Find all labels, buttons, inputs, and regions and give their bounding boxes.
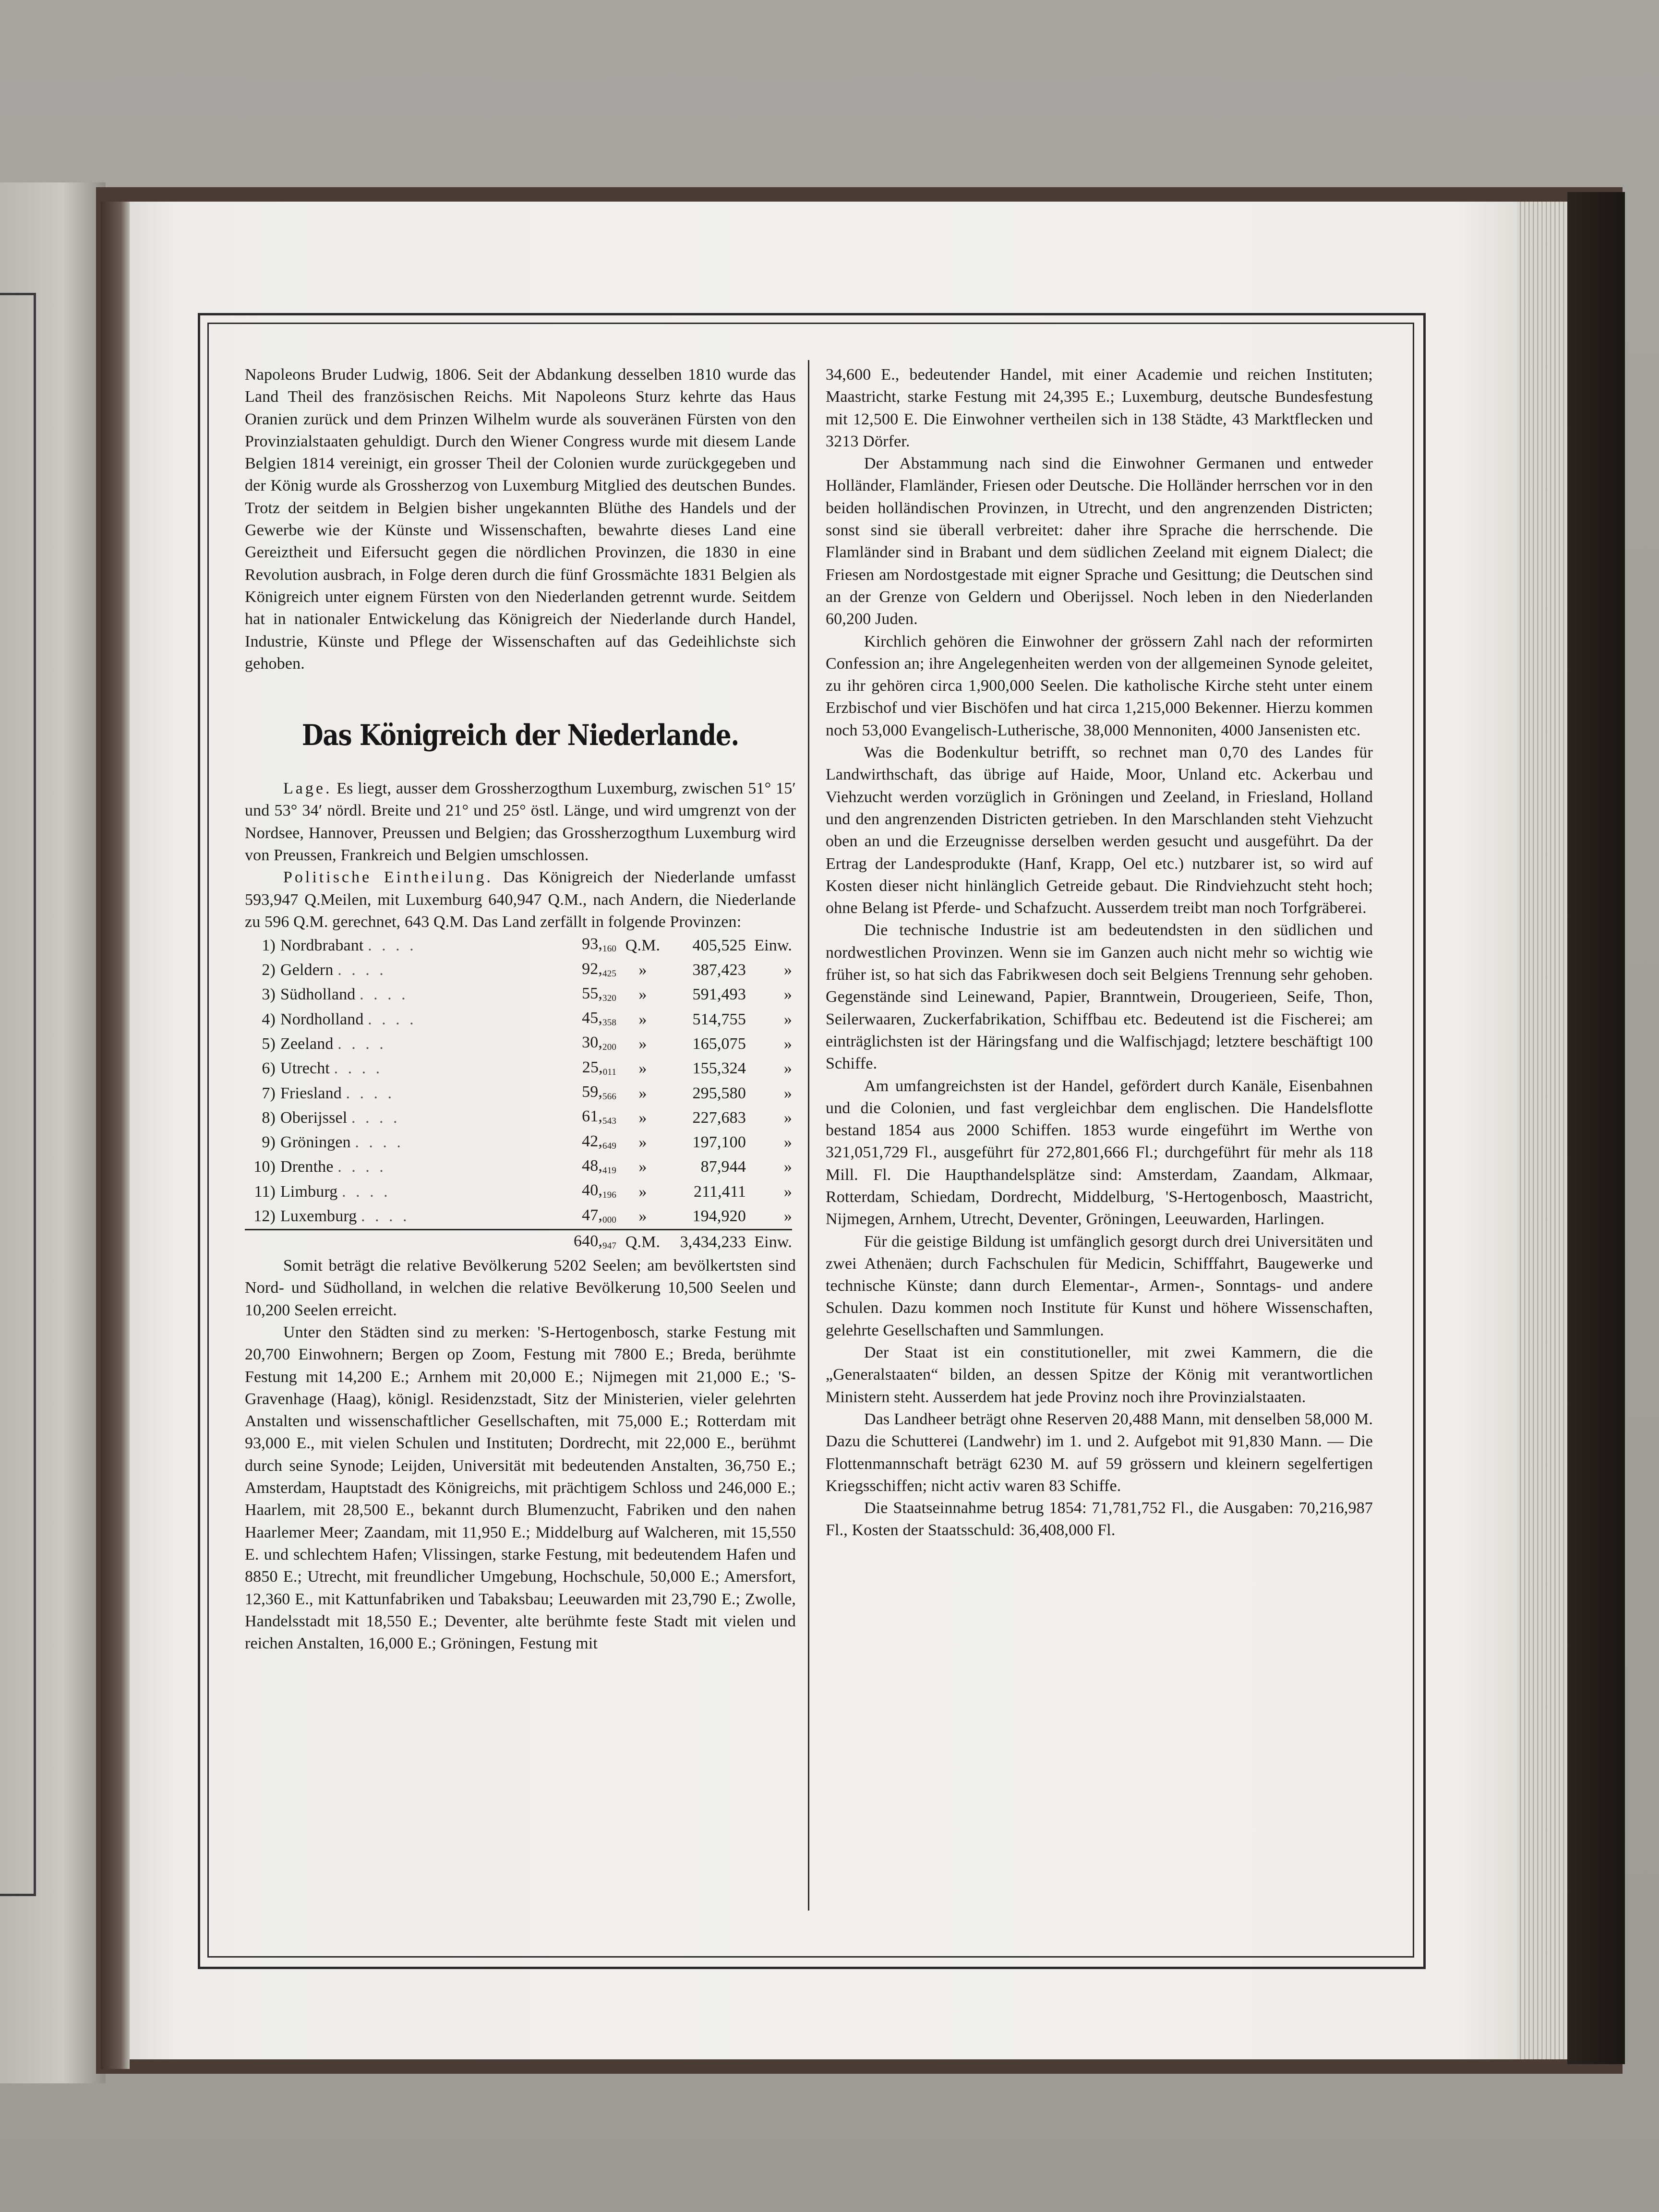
province-suffix: »	[783, 961, 792, 979]
province-number: 2)	[262, 961, 276, 979]
province-name-cell	[280, 1204, 520, 1230]
province-number: 1)	[262, 936, 276, 954]
province-suffix: »	[783, 1207, 792, 1225]
province-name: Nordbrabant	[280, 936, 364, 954]
landheer-paragraph: Das Landheer beträgt ohne Reserven 20,488 Mann, mit denselben 58,000 M. Dazu die Schutterei (Landwehr) im 1. und 2. Aufgebot mit 91,830 Mann. — Die Flottenmannschaft beträgt 6230 M. auf 59 grössern und kleinern segelfertigen Kriegsschiffen; nicht activ waren 83 Schiffe.	[826, 1410, 1373, 1495]
province-row	[245, 1179, 792, 1204]
province-row	[245, 1032, 792, 1056]
province-name: Luxemburg	[280, 1207, 357, 1225]
province-name-cell	[280, 958, 520, 983]
province-area: 59,566	[582, 1083, 616, 1102]
province-population: 591,493	[692, 986, 746, 1004]
province-area: 47,000	[582, 1206, 616, 1225]
province-area: 40,196	[582, 1181, 616, 1201]
leader-dots: . . . .	[361, 1207, 410, 1225]
province-population: 87,944	[700, 1158, 746, 1176]
province-unit: »	[638, 1158, 647, 1176]
province-name-cell	[280, 983, 520, 1007]
bodenkultur-paragraph: Was die Bodenkultur betrifft, so rechnet man 0,70 des Landes für Landwirthschaft, das übrige auf Haide, Moor, Unland etc. Ackerbau und Viehzucht werden vorzüglich in Gröningen und Zeeland, in Friesland, Holland und den angrenzenden Districten getrieben. In den Marschlanden steht Viehzucht oben an und die Erzeugnisse derselben werden gesucht und ausgeführt. Da der Ertrag der Landesprodukte (Hanf, Krapp, Oel etc.) nutzbarer ist, so wird auf Kosten dieser nicht hinlänglich Getreide gebaut. Die Rindviehzucht steht hoch; ohne Belang ist Pferde- und Schafzucht. Ausserdem treibt man noch Torfgräberei.	[826, 744, 1373, 917]
continuation-paragraph: 34,600 E., bedeutender Handel, mit einer Academie und reichen Instituten; Maastricht, starke Festung mit 24,395 E.; Luxemburg, deutsche Bundesfestung mit 12,500 E. Die Einwohner vertheilen sich in 138 Städte, 43 Marktflecken und 3213 Dörfer.	[826, 366, 1373, 450]
leader-dots: . . . .	[337, 961, 386, 979]
province-area: 48,419	[582, 1156, 616, 1176]
province-name: Limburg	[280, 1182, 338, 1201]
province-suffix: »	[783, 1034, 792, 1053]
province-row	[245, 933, 792, 958]
bevoelkerung-paragraph: Somit beträgt die relative Bevölkerung 5202 Seelen; am bevölkertsten sind Nord- und Südholland, in welchen die relative Bevölkerung 10,500 Seelen und 10,200 Seelen erreicht.	[245, 1257, 796, 1319]
province-area: 55,320	[582, 984, 616, 1003]
province-unit: »	[638, 1059, 647, 1078]
leader-dots: . . . .	[368, 936, 417, 954]
province-unit: »	[638, 1133, 647, 1152]
provinces-table	[245, 933, 792, 1255]
lage-term: Lage.	[283, 780, 332, 798]
province-number: 8)	[262, 1108, 276, 1127]
province-area: 45,358	[582, 1009, 616, 1028]
province-name-cell	[280, 1130, 520, 1155]
politische-term: Politische Eintheilung.	[283, 868, 493, 887]
province-population: 295,580	[692, 1084, 746, 1102]
province-suffix: »	[783, 1010, 792, 1028]
politische-paragraph	[245, 866, 796, 933]
total-population: 3,434,233	[669, 1229, 746, 1255]
leader-dots: . . . .	[355, 1133, 404, 1152]
province-row	[245, 1057, 792, 1081]
province-unit: »	[638, 1084, 647, 1102]
province-number: 4)	[262, 1010, 276, 1028]
province-suffix: »	[783, 1158, 792, 1176]
book-gutter	[101, 202, 130, 2069]
province-name-cell	[280, 1179, 520, 1204]
leader-dots: . . . .	[337, 1034, 386, 1053]
province-name-cell	[280, 933, 520, 958]
province-unit: »	[638, 1182, 647, 1201]
staedte-paragraph: Unter den Städten sind zu merken: 'S-Hertogenbosch, starke Festung mit 20,700 Einwohnern; Bergen op Zoom, Festung mit 7800 E.; Breda, berühmte Festung mit 14,200 E.; Arnhem mit 20,000 E.; Nijmegen mit 21,000 E.; 'S-Gravenhage (Haag), königl. Residenzstadt, Sitz der Ministerien, vieler gelehrten Anstalten und wissenschaftlicher Gesellschaften, mit 75,000 E.; Rotterdam mit 93,000 E., mit vielen Schulen und Instituten; Dordrecht, mit 22,000 E., berühmt durch seine Synode; Leijden, Universität mit bedeutenden Anstalten, 36,750 E.; Amsterdam, Hauptstadt des Königreichs, mit prächtigem Schloss und 246,000 E.; Haarlem, mit 28,500 E., bekannt durch Blumenzucht, Fabriken und den nahen Haarlemer Meer; Zaandam, mit 11,950 E.; Middelburg auf Walcheren, mit 15,550 E. und schlechtem Hafen; Vlissingen, starke Festung, mit bedeutendem Hafen und 8850 E.; Utrecht, mit freundlicher Umgebung, Hochschule, 50,000 E.; Amersfort, 12,360 E., mit Kattunfabriken und Tabaksbau; Leeuwarden mit 23,790 E.; Zwolle, Handelsstadt mit 18,550 E.; Deventer, alte berühmte feste Stadt mit vielen und reichen Anstalten, 16,000 E.; Gröningen, Festung mit	[245, 1323, 796, 1653]
province-row	[245, 1155, 792, 1179]
province-area: 93,160	[582, 935, 616, 954]
province-number: 12)	[253, 1207, 276, 1225]
province-name: Utrecht	[280, 1059, 330, 1078]
province-name-cell	[280, 1007, 520, 1032]
province-area: 61,543	[582, 1107, 616, 1127]
province-unit: »	[638, 1034, 647, 1053]
province-suffix: »	[783, 1084, 792, 1102]
province-population: 387,423	[692, 961, 746, 979]
province-name-cell	[280, 1081, 520, 1106]
province-population: 197,100	[692, 1133, 746, 1152]
province-name: Geldern	[280, 961, 334, 979]
province-name: Gröningen	[280, 1133, 351, 1152]
total-area: 640,947	[520, 1229, 616, 1255]
province-area: 30,200	[582, 1034, 616, 1053]
provinces-total-row	[245, 1229, 792, 1255]
province-name: Südholland	[280, 986, 356, 1004]
leader-dots: . . . .	[360, 986, 409, 1004]
province-name: Oberijssel	[280, 1108, 348, 1127]
finanzen-paragraph: Die Staatseinnahme betrug 1854: 71,781,752 Fl., die Ausgaben: 70,216,987 Fl., Kosten der Staatsschuld: 36,408,000 Fl.	[826, 1499, 1373, 1539]
leader-dots: . . . .	[368, 1010, 417, 1028]
province-area: 92,425	[582, 960, 616, 979]
kirchlich-paragraph: Kirchlich gehören die Einwohner der grössern Zahl nach der reformirten Confession an; ihre Angelegenheiten werden von der allgemeinen Synode geleitet, zu ihr gehören circa 1,900,000 Seelen. Die katholische Kirche steht unter einem Erzbischof und vier Bischöfen und hat circa 1,215,000 Bekenner. Hierzu kommen noch 53,000 Evangelisch-Lutherische, 38,000 Mennoniten, 4000 Jansenisten etc.	[826, 632, 1373, 739]
province-name: Zeeland	[280, 1034, 334, 1053]
province-suffix: »	[783, 1182, 792, 1201]
staat-paragraph: Der Staat ist ein constitutioneller, mit zwei Kammern, die die „Generalstaaten“ bilden, an dessen Spitze der König mit verantwortlichen Ministern steht. Ausserdem hat jede Provinz noch ihre Provinzialstaaten.	[826, 1344, 1373, 1406]
province-area: 25,011	[582, 1058, 616, 1077]
province-row	[245, 1106, 792, 1130]
province-row	[245, 958, 792, 983]
province-row	[245, 1204, 792, 1230]
leader-dots: . . . .	[351, 1108, 400, 1127]
province-unit: Q.M.	[625, 936, 661, 954]
lage-text: Es liegt, ausser dem Grossherzogthum Luxemburg, zwischen 51° 15′ und 53° 34′ nördl. Breite und 21° und 25° östl. Länge, und wird umgrenzt von der Nordsee, Hannover, Preussen und Belgien; das Grossherzogthum Luxemburg wird von Preussen, Frankreich und Belgien umschlossen.	[245, 780, 796, 865]
leader-dots: . . . .	[346, 1084, 395, 1102]
province-population: 194,920	[692, 1207, 746, 1225]
province-number: 3)	[262, 986, 276, 1004]
province-population: 514,755	[692, 1010, 746, 1028]
leader-dots: . . . .	[334, 1059, 383, 1078]
province-number: 10)	[253, 1158, 276, 1176]
province-number: 9)	[262, 1133, 276, 1152]
province-area: 42,649	[582, 1132, 616, 1151]
province-suffix: Einw.	[754, 936, 792, 954]
handel-paragraph: Am umfangreichsten ist der Handel, gefördert durch Kanäle, Eisenbahnen und die Colonien, und fast vergleichbar dem englischen. Die Handelsflotte bestand 1854 aus 2000 Schiffen. 1853 wurde eingeführt im Werthe von 321,051,729 Fl., ausgeführt für 272,801,666 Fl.; durchgeführt für mehr als 118 Mill. Fl. Die Haupthandelsplätze sind: Amsterdam, Zaandam, Alkmaar, Rotterdam, Schiedam, Dordrecht, Middelburg, 'S-Hertogenbosch, Maastricht, Nijmegen, Arnhem, Utrecht, Deventer, Gröningen, Leeuwarden, Harlingen.	[826, 1077, 1373, 1228]
page-block-edges	[1517, 202, 1570, 2059]
province-name-cell	[280, 1106, 520, 1130]
left-column	[245, 364, 796, 1655]
province-suffix: »	[783, 986, 792, 1004]
province-number: 6)	[262, 1059, 276, 1078]
bildung-paragraph: Für die geistige Bildung ist umfänglich gesorgt durch drei Universitäten und zwei Athenäen; durch Fachschulen für Medicin, Schifffahrt, Baugewerke und technische Künste; dann durch Elementar-, Armen-, Sonntags- und andere Schulen. Dazu kommen noch Institute für Kunst und höhere Wissenschaften, gelehrte Gesellschaften und Sammlungen.	[826, 1232, 1373, 1339]
province-population: 211,411	[693, 1182, 746, 1201]
province-population: 227,683	[692, 1108, 746, 1127]
province-suffix: »	[783, 1059, 792, 1078]
politische-text: Das Königreich der Niederlande umfasst 593,947 Q.Meilen, mit Luxemburg 640,947 Q.M., nach Andern, die Niederlande zu 596 Q.M. gerechnet, 643 Q.M. Das Land zerfällt in folgende Provinzen:	[245, 868, 796, 931]
leader-dots: . . . .	[342, 1182, 391, 1201]
province-number: 7)	[262, 1084, 276, 1102]
province-name: Nordholland	[280, 1010, 364, 1028]
province-number: 11)	[254, 1182, 276, 1201]
province-suffix: »	[783, 1133, 792, 1152]
province-unit: »	[638, 961, 647, 979]
province-unit: »	[638, 1207, 647, 1225]
right-column	[826, 364, 1373, 1542]
lage-paragraph	[245, 778, 796, 866]
total-suffix: Einw.	[746, 1229, 792, 1255]
province-unit: »	[638, 986, 647, 1004]
province-name: Drenthe	[280, 1158, 334, 1176]
province-name-cell	[280, 1155, 520, 1179]
abstammung-paragraph: Der Abstammung nach sind die Einwohner Germanen und entweder Holländer, Flamländer, Friesen oder Deutsche. Die Holländer herrschen vor in den beiden holländischen Provinzen, in Utrecht, und den angrenzenden Districten; sonst sind sie überall verbreitet: daher ihre Sprache die herrschende. Die Flamländer sind in Brabant und dem südlichen Zeeland mit eignem Dialect; die Friesen am Nordostgestade mit eigner Sprache und Gesittung; die Deutschen sind an der Grenze von Geldern und Oberijssel. Noch leben in den Niederlanden 60,200 Juden.	[826, 455, 1373, 628]
industrie-paragraph: Die technische Industrie ist am bedeutendsten in den südlichen und nordwestlichen Provinzen. Wenn sie im Ganzen auch nicht mehr so wichtig wie früher ist, so hat sich das Fabrikwesen doch seit Belgiens Trennung sehr gehoben. Gegenstände sind Leinewand, Papier, Branntwein, Drougerieen, Seife, Thon, Seilerwaaren, Zuckerfabrikation, Schiffbau etc. Bedeutend ist die Fischerei; am einträglichsten ist der Häringsfang und die Walfischjagd; letztere beschäftigt 100 Schiffe.	[826, 921, 1373, 1073]
province-row	[245, 1130, 792, 1155]
province-row	[245, 1081, 792, 1106]
column-divider	[808, 360, 809, 1911]
province-number: 5)	[262, 1034, 276, 1053]
province-population: 405,525	[692, 936, 746, 954]
total-unit: Q.M.	[616, 1229, 669, 1255]
province-unit: »	[638, 1108, 647, 1127]
province-name-cell	[280, 1032, 520, 1056]
intro-paragraph: Napoleons Bruder Ludwig, 1806. Seit der Abdankung desselben 1810 wurde das Land Theil des französischen Reichs. Mit Napoleons Sturz kehrte das Haus Oranien zurück und dem Prinzen Wilhelm wurde als souveränen Fürsten von den Provinzialstaaten gehuldigt. Durch den Wiener Congress wurde mit diesem Lande Belgien 1814 vereinigt, ein grosser Theil der Colonien wurde zurückgegeben und der König wurde als Grossherzog von Luxemburg Mitglied des deutschen Bundes. Trotz der seitdem in Belgien bisher ungekannten Blüthe des Handels und der Gewerbe wie der Künste und Wissenschaften, bewahrte dieses Land eine Gereiztheit und Eifersucht gegen die nördlichen Provinzen, die 1830 in eine Revolution ausbrach, in Folge deren durch die fünf Grossmächte 1831 Belgien als Königreich unter eignem Fürsten von den Niederlanden getrennt wurde. Seitdem hat in nationaler Entwickelung das Königreich der Niederlande durch Handel, Industrie, Künste und Pflege der Wissenschaften auf das Gedeihlichste sich gehoben.	[245, 366, 796, 673]
province-population: 155,324	[692, 1059, 746, 1078]
province-row	[245, 1007, 792, 1032]
section-heading: Das Königreich der Niederlande.	[301, 719, 739, 753]
province-row	[245, 983, 792, 1007]
province-unit: »	[638, 1010, 647, 1028]
province-name: Friesland	[280, 1084, 342, 1102]
province-population: 165,075	[692, 1034, 746, 1053]
province-suffix: »	[783, 1108, 792, 1127]
leader-dots: . . . .	[337, 1158, 386, 1176]
back-cover-edge	[1567, 192, 1625, 2064]
previous-page-frame	[0, 293, 36, 1896]
province-name-cell	[280, 1057, 520, 1081]
